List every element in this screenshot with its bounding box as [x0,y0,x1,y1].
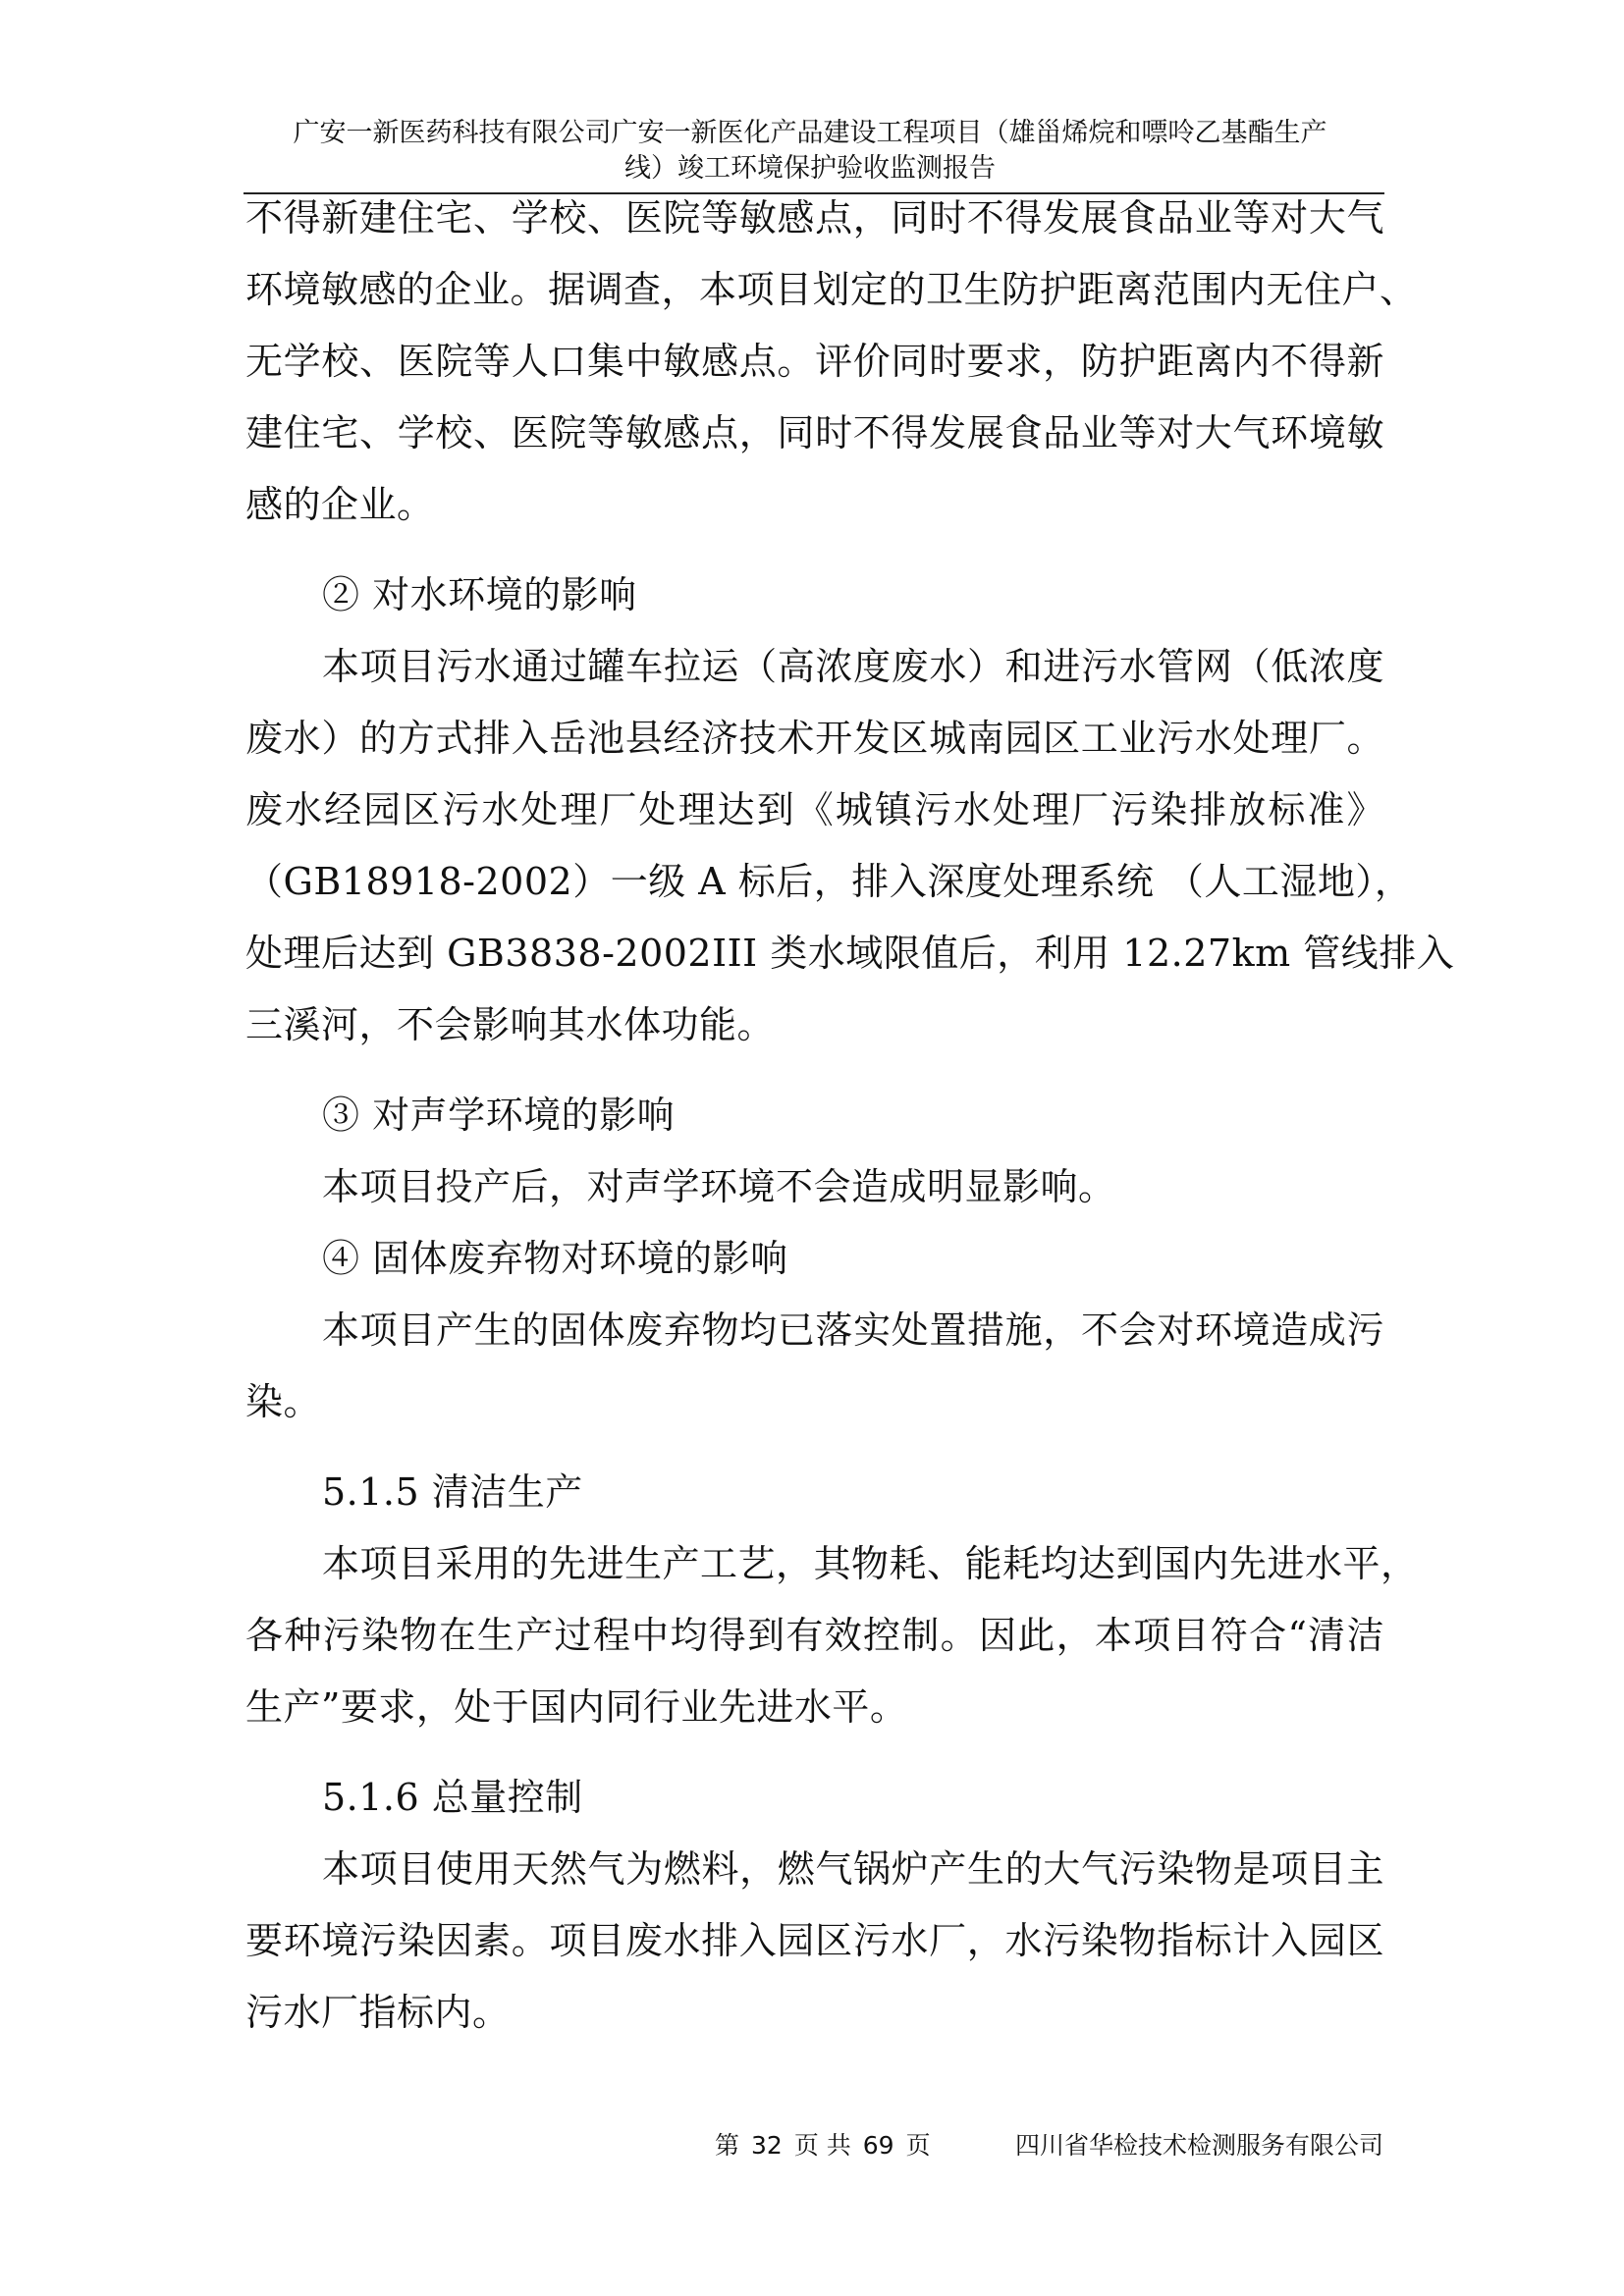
subheading-solid-waste-impact: ④ 固体废弃物对环境的影响 [322,1237,788,1280]
body-line: 废水经园区污水处理厂处理达到《城镇污水处理厂污染排放标准》 [245,788,1384,831]
body-line: 处理后达到 GB3838-2002III 类水域限值后，利用 12.27km 管线排入 [245,932,1455,975]
body-line: 生产”要求，处于国内同行业先进水平。 [245,1685,908,1729]
current-page: 32 [751,2131,783,2160]
body-line: 本项目采用的先进生产工艺，其物耗、能耗均达到国内先进水平， [322,1542,1419,1585]
footer-company: 四川省华检技术检测服务有限公司 [1015,2131,1384,2160]
total-pages: 69 [862,2131,894,2160]
body-line: 染。 [245,1380,322,1423]
body-line: 废水）的方式排入岳池县经济技术开发区城南园区工业污水处理厂。 [245,717,1384,760]
body-line: 污水厂指标内。 [245,1991,511,2034]
section-heading-5-1-6: 5.1.6 总量控制 [322,1776,583,1819]
body-line: 环境敏感的企业。据调查，本项目划定的卫生防护距离范围内无住户、 [245,268,1418,311]
page-header [226,116,1394,187]
body-line: （GB18918-2002）一级 A 标后，排入深度处理系统 （人工湿地）， [245,860,1413,903]
page-middle: 页 共 [793,2131,851,2160]
body-line: 不得新建住宅、学校、医院等敏感点，同时不得发展食品业等对大气 [245,196,1384,240]
body-line: 本项目投产后，对声学环境不会造成明显影响。 [322,1165,1116,1208]
body-line: 本项目污水通过罐车拉运（高浓度废水）和进污水管网（低浓度 [322,645,1384,688]
section-heading-5-1-5: 5.1.5 清洁生产 [322,1470,583,1514]
body-line: 本项目使用天然气为燃料，燃气锅炉产生的大气污染物是项目主 [322,1847,1384,1891]
page-prefix: 第 [715,2131,740,2160]
subheading-acoustic-impact: ③ 对声学环境的影响 [322,1094,676,1137]
body-line: 建住宅、学校、医院等敏感点，同时不得发展食品业等对大气环境敏 [245,411,1384,454]
body-line: 各种污染物在生产过程中均得到有效控制。因此，本项目符合“清洁 [245,1614,1384,1657]
body-line: 感的企业。 [245,483,435,526]
body-line: 无学校、医院等人口集中敏感点。评价同时要求，防护距离内不得新 [245,340,1384,383]
header-title-line-1: 广安一新医药科技有限公司广安一新医化产品建设工程项目（雄甾烯烷和嘌呤乙基酯生产 [293,118,1327,148]
body-line: 三溪河，不会影响其水体功能。 [245,1003,776,1046]
page-suffix: 页 [905,2131,931,2160]
header-title-line-2: 线）竣工环境保护验收监测报告 [624,153,996,184]
subheading-water-impact: ② 对水环境的影响 [322,573,637,616]
body-line: 本项目产生的固体废弃物均已落实处置措施，不会对环境造成污 [322,1308,1384,1352]
body-line: 要环境污染因素。项目废水排入园区污水厂，水污染物指标计入园区 [245,1919,1384,1962]
page-number [709,2130,937,2162]
